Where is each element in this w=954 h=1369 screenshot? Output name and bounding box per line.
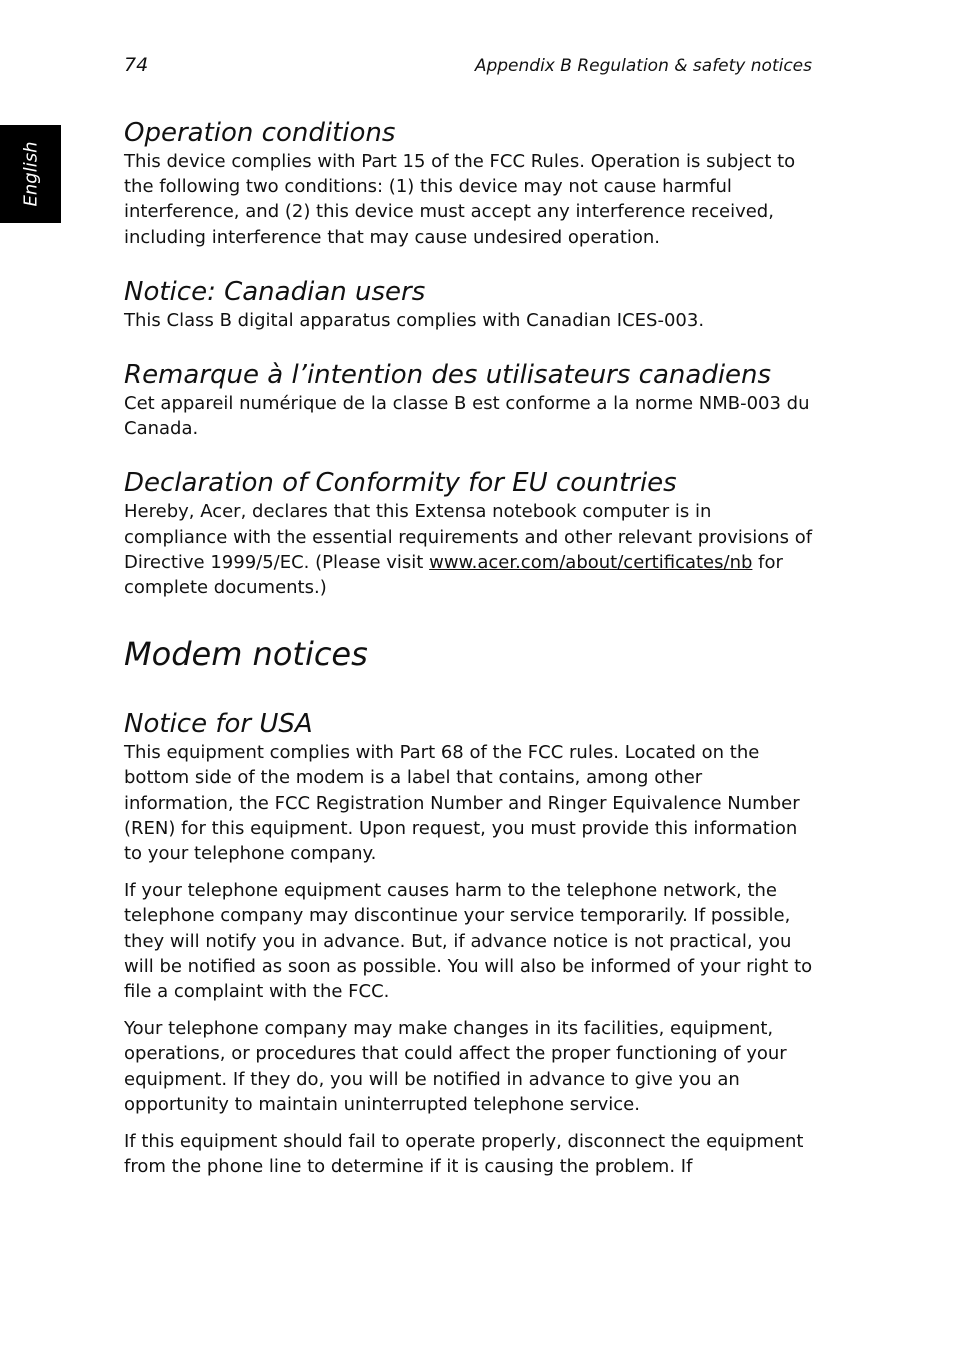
section-body-remarque: Cet appareil numérique de la classe B est conforme a la norme NMB-003 du Canada. bbox=[124, 393, 810, 440]
usa-paragraph: This equipment complies with Part 68 of the FCC rules. Located on the bottom side of the modem is a label that contains, among other information, the FCC Registration Number and Ringer Equivalence Number (REN) for this equipment. Upon request, you must provide this information to your telephone company. bbox=[124, 742, 800, 865]
section-body-eu-conformity bbox=[124, 499, 814, 600]
section-title-operation-conditions: Operation conditions bbox=[124, 118, 396, 148]
eu-body-text: Hereby, Acer, declares that this Extensa notebook computer is in compliance with the essential requirements and other relevant provisions of Directive 1999/5/EC. (Please visit bbox=[124, 501, 813, 573]
section-title-notice-usa: Notice for USA bbox=[124, 709, 313, 740]
running-head: Appendix B Regulation & safety notices bbox=[474, 56, 812, 76]
acer-certificates-link[interactable]: www.acer.com/about/certificates/nb bbox=[429, 551, 753, 573]
chapter-title-modem-notices: Modem notices bbox=[124, 635, 368, 674]
section-title-eu-conformity: Declaration of Conformity for EU countries bbox=[124, 468, 677, 499]
section-title-remarque: Remarque à l’intention des utilisateurs canadiens bbox=[124, 360, 772, 391]
section-title-canadian-users: Notice: Canadian users bbox=[124, 276, 426, 307]
page-header bbox=[124, 54, 812, 82]
section-body-operation-conditions: This device complies with Part 15 of the FCC Rules. Operation is subject to the following two conditions: (1) this device may not cause harmful interference, and (2) this device must accept any interference received, including interference that may cause undesired operation. bbox=[124, 151, 796, 248]
usa-paragraph: If this equipment should fail to operate properly, disconnect the equipment from the phone line to determine if it is causing the problem. If bbox=[124, 1131, 804, 1178]
language-tab bbox=[0, 125, 61, 223]
usa-paragraph: If your telephone equipment causes harm to the telephone network, the telephone company may discontinue your service temporarily. If possible, they will notify you in advance. But, if advance notice is not practical, you will be notified as soon as possible. You will also be informed of your right to file a complaint with the FCC. bbox=[124, 880, 813, 1003]
page-content bbox=[124, 117, 814, 1179]
page-number: 74 bbox=[124, 54, 149, 76]
section-body-canadian-users: This Class B digital apparatus complies with Canadian ICES-003. bbox=[124, 309, 705, 331]
usa-paragraph: Your telephone company may make changes in its facilities, equipment, operations, or procedures that could affect the proper functioning of your equipment. If they do, you will be notified in advance to give you an opportunity to maintain uninterrupted telephone service. bbox=[124, 1018, 787, 1115]
eu-body-text-end: for complete documents.) bbox=[124, 551, 783, 599]
language-tab-label: English bbox=[20, 141, 42, 207]
